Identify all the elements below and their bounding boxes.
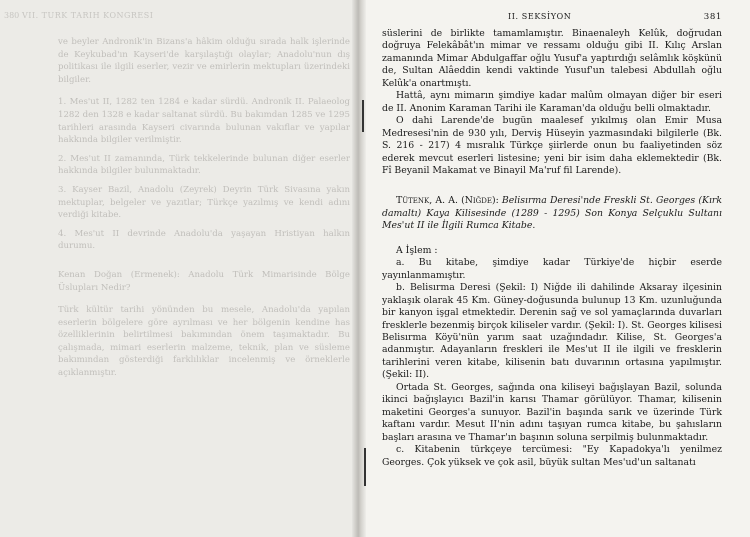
paragraph: O dahi Larende'de bugün maalesef yıkılmış olan Emir Musa Medresesi'nin de 930 yılı, Derviş Hüseyin yazmasındaki bilgilerle (Bk. S. 216 - 217) 4 mısralık Türkçe şiirlerde onun bu faaliyetinden söz ederek mevcut eserleri listesine; yeni bir isim daha eklemektedir (Bk. Fî Beyanil Makamat ve Binayil Ma'ruf fil Larende). xyxy=(382,115,722,176)
ghost-paragraph: Türk kültür tarihi yönünden bu mesele, Anadolu'da yapılan eserlerin bölgelere göre ayrılması ve her bölgenin kendine has özelliklerinin belirtilmesi bakımından önem taşımaktadır. Bu çalışmada, mimari eserlerin malzeme, teknik, plan ve süsleme bakımından gösterdiği farklılıklar incelenmiş ve örneklerle açıklanmıştır. xyxy=(58,305,350,379)
list-item: a. Bu kitabe, şimdiye kadar Türkiye'de hiçbir eserde yayınlanmamıştır. xyxy=(382,257,722,281)
left-page xyxy=(0,0,358,537)
article-title: Belisırma Deresi'nde Freskli St. Georges (Kırk damaltı) Kaya Kilisesinde (1289 - 1295) Son Konya Selçuklu Sultanı Mes'ut II ile İlgili Rumca Kitabe. xyxy=(382,195,722,232)
ghost-paragraph: 3. Kayser Bazil, Anadolu (Zeyrek) Deyrin Türk Sivasına yakın mektuplar, belgeler ve yazıtlar; Türkçe yazılmış ve kendi adını verdiği kitabe. xyxy=(58,184,350,221)
margin-mark xyxy=(362,100,364,132)
running-head-title: II. SEKSİYON xyxy=(508,12,572,21)
article-heading xyxy=(382,195,722,232)
islem-label: A İşlem : xyxy=(396,244,438,256)
left-running-head: VII. TÜRK TARİH KONGRESİ xyxy=(22,11,154,20)
margin-mark xyxy=(364,448,366,486)
paragraph: Hattâ, aynı mimarın şimdiye kadar malûm olmayan diğer bir eseri de II. Anonim Karaman Tarihi ile Karaman'da olduğu belli olmaktadır. xyxy=(382,90,722,114)
ghost-paragraph: 2. Mes'ut II zamanında, Türk tekkelerinde bulunan diğer eserler hakkında bilgiler bulunmaktadır. xyxy=(58,153,350,177)
article-author: Tütenk, A. A. (Niğde): xyxy=(396,195,499,207)
ghost-paragraph: 1. Mes'ut II, 1282 ten 1284 e kadar sürdü. Andronik II. Palaeolog 1282 den 1328 e kadar saltanat sürdü. Bu bakımdan 1285 ve 1295 tarihleri arasında Kayseri civarında bulunan vakıflar ve yapılar hakkında bilgiler verilmiştir. xyxy=(58,97,350,146)
ghost-paragraph: Kenan Doğan (Ermenek): Anadolu Türk Mimarisinde Bölge Üslupları Nedir? xyxy=(58,269,350,293)
page-number: 381 xyxy=(703,12,722,22)
list-item: b. Belisırma Deresi (Şekil: I) Niğde ili dahilinde Aksaray ilçesinin yaklaşık olarak 45 Km. Güney-doğusunda bulunup 13 Km. uzunluğunda bir kanyon işgal etmektedir. Derenin sağ ve sol yamaçlarında duvarları fresklerle bezenmiş birçok kiliseler vardır. (Şekil: I). St. Georges kilisesi Belisırma Köyü'nün yarım saat uzağındadır. Kilise, St. Georges'a adanmıştır. Adayanların freskleri ile Mes'ut II ile ilgili ve fresklerin tarihlerini veren kitabe, kilisenin batı duvarının ortasına yapılmıştır. (Şekil: II). xyxy=(382,282,722,381)
right-page xyxy=(358,0,750,537)
list-item: Ortada St. Georges, sağında ona kiliseyi bağışlayan Bazil, solunda ikinci bağışlayıcı Bazil'in karısı Thamar görülüyor. Thamar, kilisenin maketini Georges'a sunuyor. Bazil'in başında sarık ve üzerinde Türk kaftanı vardır. Mesut II'nin adını taşıyan rumca kitabe, bu şahısların başları arasına ve Thamar'ın başının soluna serpilmiş bulunmaktadır. xyxy=(382,381,722,443)
page-body xyxy=(382,28,722,469)
left-page-number: 380 xyxy=(4,11,20,20)
ghost-paragraph: ve beyler Andronik'in Bizans'a hâkim olduğu sırada halk işlerinde de Keykubad'ın Kayseri'de karşılaştığı olaylar; Anadolu'nun dış politikası ile ilgili eserler, vezir ve emirlerin mektupları üzerindeki bilgiler. xyxy=(58,37,350,85)
list-item: c. Kitabenin türkçeye tercümesi: "Ey Kapadokya'lı yenilmez Georges. Çok yüksek ve çok asil, büyük sultan Mes'ud'un saltanatı xyxy=(382,444,722,468)
paragraph: süslerini de birlikte tamamlamıştır. Binaenaleyh Kelûk, doğrudan doğruya Felekâbât'ın mimar ve ressamı olduğu gibi II. Kılıç Arslan zamanında Mimar Abdulgaffar oğlu Yusuf'a yaptırdığı selâmlık köşkünü de, Sultan Alâeddin kendi vaktinde Yusuf'un talebesi Abdullah oğlu Kelûk'a onartmıştı. xyxy=(382,28,722,89)
ghost-paragraph: 4. Mes'ut II devrinde Anadolu'da yaşayan Hristiyan halkın durumu. xyxy=(58,228,350,252)
